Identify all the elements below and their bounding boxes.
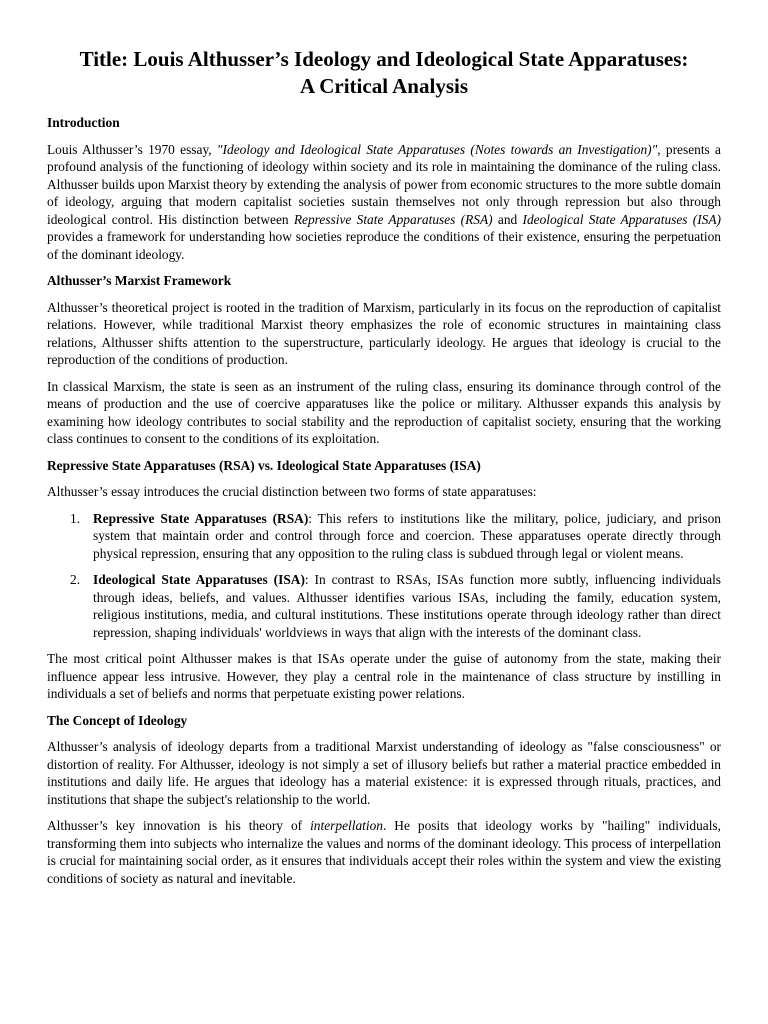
title-line-1: Title: Louis Althusser’s Ideology and Ideological State Apparatuses: [79, 47, 689, 71]
apparatus-list [47, 510, 721, 642]
list-text: : This refers to institutions like the military, police, judiciary, and prison system that maintain order and control through force and coercion. These apparatuses operate directly through physical repression, ensuring that any opposition to the ruling class is subdued through legal or violent means. [93, 510, 721, 561]
ideology-paragraph-2: Althusser’s key innovation is his theory of interpellation. He posits that ideology works by "hailing" individuals, transforming them into subjects who internalize the values and norms of the dominant ideology. This process of interpellation is crucial for maintaining social order, as it ensures that individuals accept their roles within the system and view the existing conditions of society as natural and inevitable. [47, 818, 721, 886]
framework-paragraph-1: Althusser’s theoretical project is rooted in the tradition of Marxism, particularly in its focus on the reproduction of capitalist relations. However, while traditional Marxist theory emphasizes the role of economic structures in maintaining class relations, Althusser shifts attention to the superstructure, particularly ideology. He argues that ideology is crucial to the reproduction of the conditions of production. [47, 299, 721, 367]
ideology-heading: The Concept of Ideology [47, 712, 188, 728]
list-item-rsa [47, 510, 721, 563]
interpellation-term: interpellation [310, 818, 383, 833]
document-title [47, 46, 721, 100]
rsa-vs-isa-conclusion: The most critical point Althusser makes is that ISAs operate under the guise of autonomy from the state, making their influence appear less intrusive. However, they play a central role in the maintenance of class structure by instilling in individuals a set of beliefs and norms that perpetuate existing power relations. [47, 651, 721, 701]
introduction-paragraph: Louis Althusser’s 1970 essay, "Ideology and Ideological State Apparatuses (Notes towards an Investigation)", presents a profound analysis of the functioning of ideology within society and its role in maintaining the dominance of the ruling class. Althusser builds upon Marxist theory by extending the analysis of power from economic structures to the more subtle domain of ideology, arguing that modern capitalist societies sustain themselves not only through repression but also through ideological control. His distinction between Repressive State Apparatuses (RSA) and Ideological State Apparatuses (ISA) provides a framework for understanding how societies reproduce the conditions of their existence, ensuring the perpetuation of the dominant ideology. [47, 141, 722, 262]
list-item-isa [47, 571, 721, 641]
rsa-term: Repressive State Apparatuses (RSA) [293, 211, 493, 227]
list-number: 1. [70, 510, 81, 526]
framework-heading: Althusser’s Marxist Framework [47, 273, 232, 288]
rsa-vs-isa-heading: Repressive State Apparatuses (RSA) vs. Ideological State Apparatuses (ISA) [47, 457, 481, 473]
list-number: 2. [70, 572, 81, 587]
list-term: Ideological State Apparatuses (ISA) [93, 572, 305, 587]
framework-paragraph-2: In classical Marxism, the state is seen as an instrument of the ruling class, ensuring its dominance through control of the means of production and the use of coercive apparatuses like the police or military. Althusser expands this analysis by examining how ideology contributes to social stability and the reproduction of capitalist society, ensuring that the working class continues to consent to the conditions of its exploitation. [47, 378, 721, 446]
essay-title: "Ideology and Ideological State Apparatuses (Notes towards an Investigation)" [216, 141, 658, 157]
introduction-heading: Introduction [47, 115, 120, 130]
isa-term: Ideological State Apparatuses (ISA) [522, 211, 722, 227]
list-text: : In contrast to RSAs, ISAs function more subtly, influencing individuals through ideas, beliefs, and values. Althusser identifies various ISAs, including the family, education system, religious institutions, media, and cultural institutions. These institutions operate through ideology rather than direct repression, shaping individuals' worldviews in ways that align with the interests of the dominant class. [93, 572, 721, 640]
ideology-paragraph-1: Althusser’s analysis of ideology departs from a traditional Marxist understanding of ideology as "false consciousness" or distortion of reality. For Althusser, ideology is not simply a set of illusory beliefs but rather a material practice embedded in institutions and daily life. He argues that ideology has a material existence: it is expressed through rituals, practices, and institutions that shape the subject's relationship to the world. [47, 739, 721, 807]
title-line-2: A Critical Analysis [299, 74, 468, 98]
document-page [47, 46, 721, 887]
rsa-vs-isa-intro: Althusser’s essay introduces the crucial distinction between two forms of state apparatuses: [47, 484, 537, 499]
list-term: Repressive State Apparatuses (RSA) [93, 510, 309, 526]
